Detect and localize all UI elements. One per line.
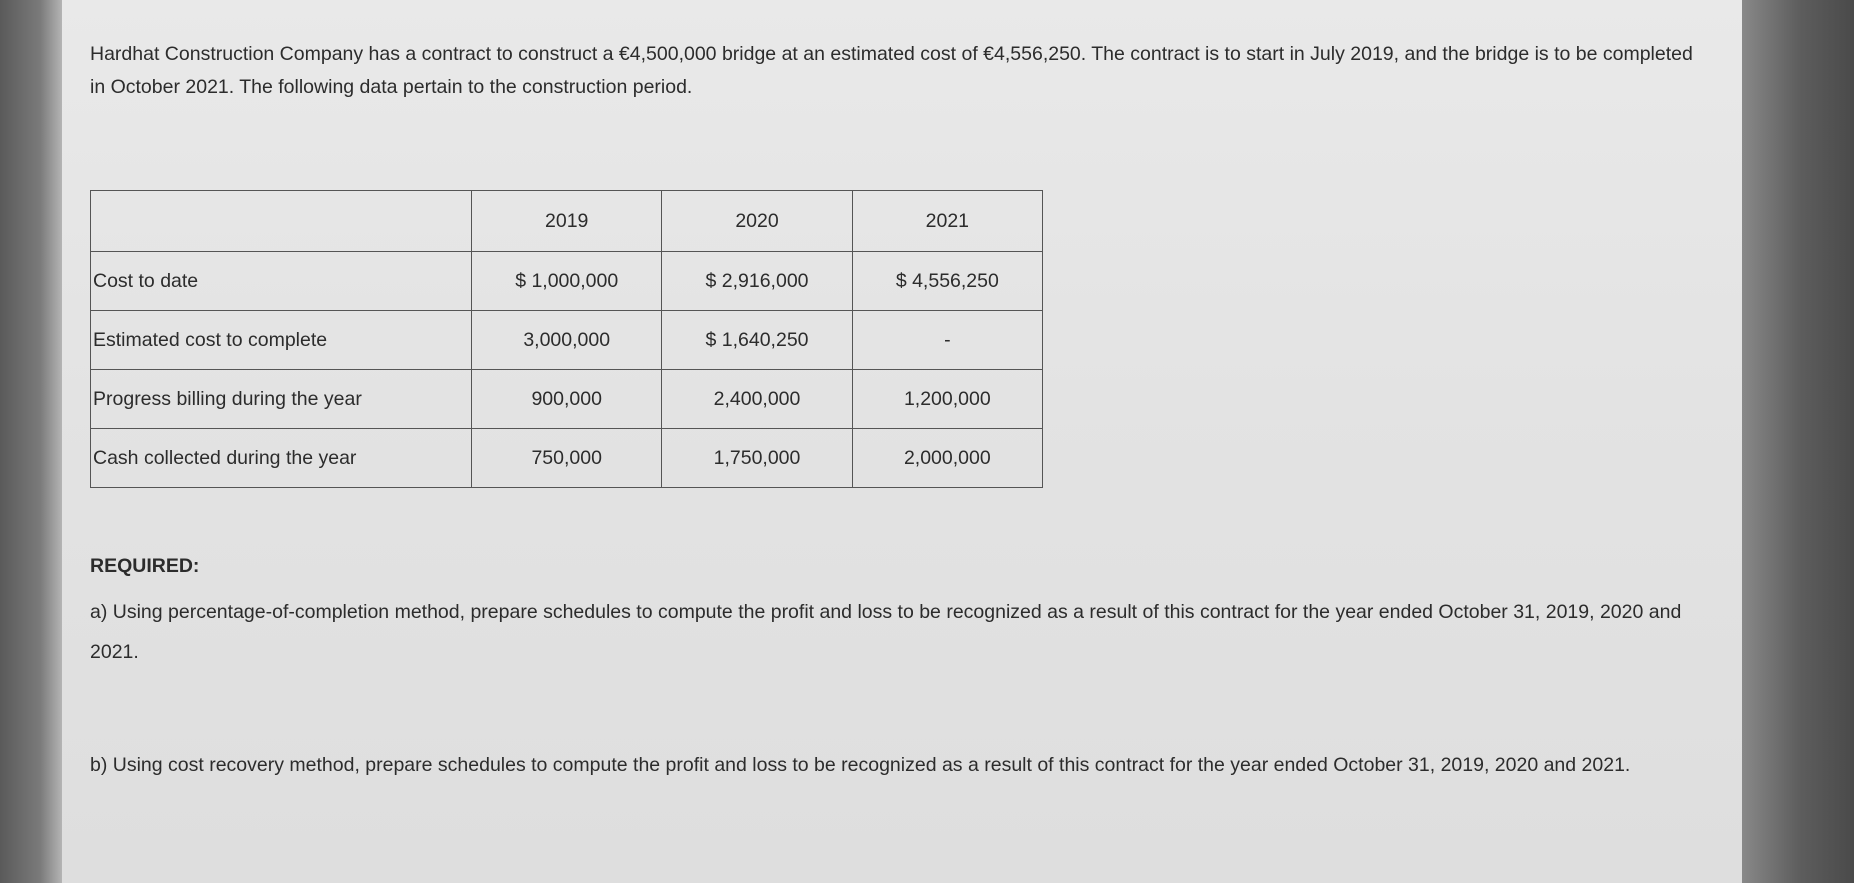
table-cell: 2,000,000 [852, 429, 1042, 488]
table-cell: $ 4,556,250 [852, 252, 1042, 311]
year-header: 2019 [472, 191, 662, 252]
table-cell: 2,400,000 [662, 370, 852, 429]
question-a: a) Using percentage-of-completion method, prepare schedules to compute the profit and loss to be recognized as a result of this contract for the year ended October 31, 2019, 2020 and 2021. [90, 601, 1682, 663]
table-cell: 3,000,000 [472, 311, 662, 370]
row-label: Progress billing during the year [91, 370, 472, 429]
row-label: Estimated cost to complete [91, 311, 472, 370]
table-corner-cell [91, 191, 472, 252]
table-header-row [91, 191, 1043, 252]
year-header: 2020 [662, 191, 852, 252]
table-row [91, 370, 1043, 429]
table-cell: 1,750,000 [662, 429, 852, 488]
intro-paragraph: Hardhat Construction Company has a contract to construct a €4,500,000 bridge at an estimated cost of €4,556,250. The contract is to start in July 2019, and the bridge is to be completed in October 2021. The following data pertain to the construction period. [90, 43, 1693, 98]
table-cell: 750,000 [472, 429, 662, 488]
row-label: Cash collected during the year [91, 429, 472, 488]
table-cell: $ 2,916,000 [662, 252, 852, 311]
table-cell: $ 1,000,000 [472, 252, 662, 311]
required-heading: REQUIRED: [90, 555, 200, 577]
year-header: 2021 [852, 191, 1042, 252]
table-row [91, 252, 1043, 311]
question-b: b) Using cost recovery method, prepare schedules to compute the profit and loss to be recognized as a result of this contract for the year ended October 31, 2019, 2020 and 2021. [90, 754, 1631, 776]
table-row [91, 429, 1043, 488]
table-row [91, 311, 1043, 370]
table-cell: 900,000 [472, 370, 662, 429]
row-label: Cost to date [91, 252, 472, 311]
table-cell: $ 1,640,250 [662, 311, 852, 370]
construction-data-table [90, 190, 1043, 488]
table-cell: - [852, 311, 1042, 370]
table-cell: 1,200,000 [852, 370, 1042, 429]
